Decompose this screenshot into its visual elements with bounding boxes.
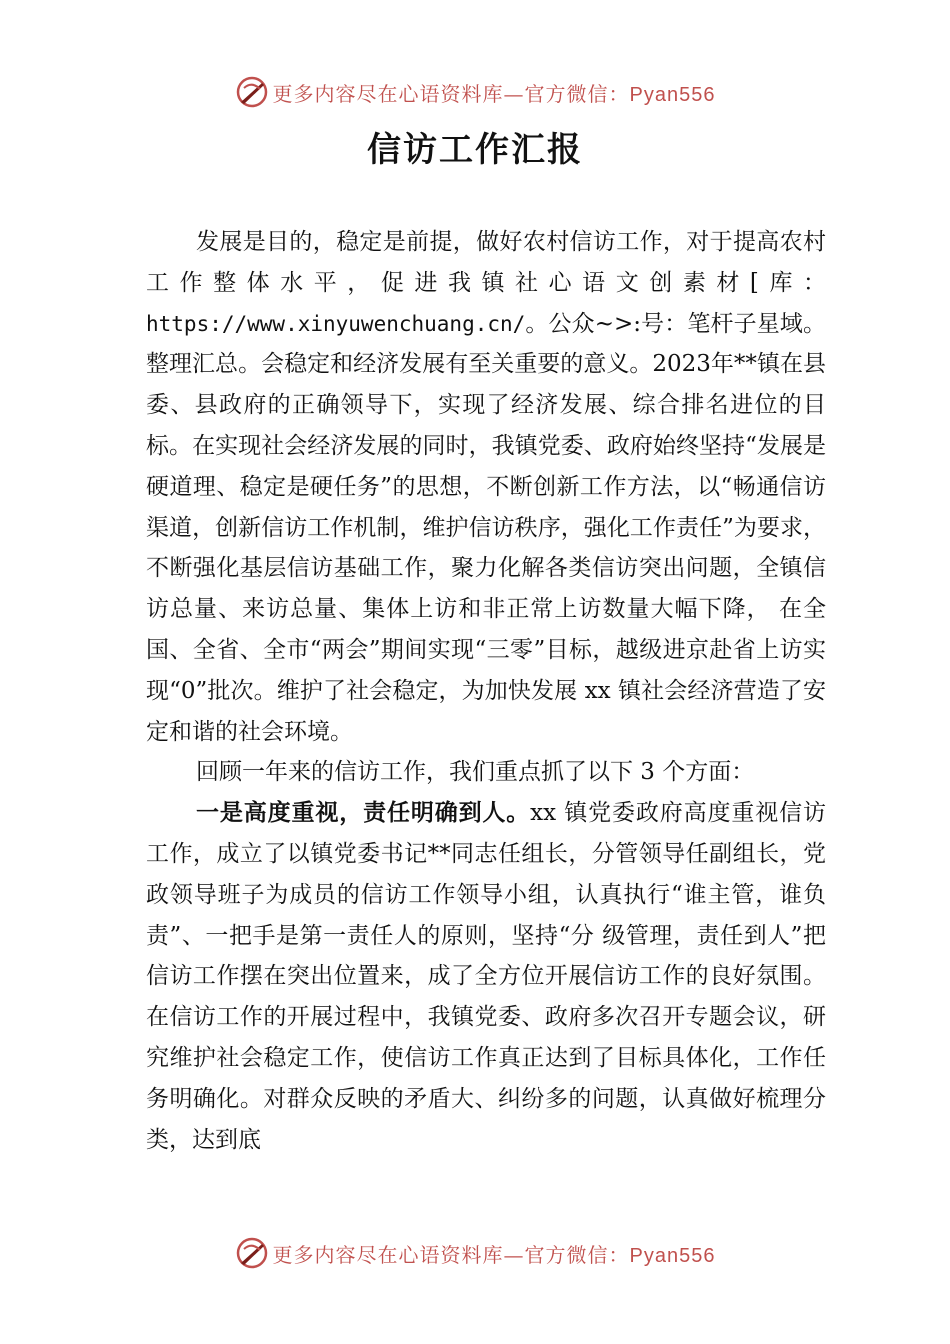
wechat-id: Pyan556 <box>629 1244 716 1267</box>
point-one-heading: 一是高度重视，责任明确到人。 <box>196 800 531 827</box>
paragraph-review: 回顾一年来的信访工作，我们重点抓了以下 3 个方面： <box>196 759 755 786</box>
document-title: 信访工作汇报 <box>367 130 583 170</box>
paragraph-point-one: 一是高度重视，责任明确到人。xx 镇党委政府高度重视信访工作，成立了以镇党委书记**同志任组长，分管领导任副组长，党政领导班子为成员的信访工作领导小组，认真执行“谁主管，谁负责”、一把手是第一责任人的原则，坚持“分 级管理，责任到人”把信访工作摆在突出位置来，成了全方位开展信访工作的良好氛围。在信访工作的开展过程中，我镇党委、政府多次召开专题会议，研究维护社会稳定工作，使信访工作真正达到了目标具体化，工作任务明确化。对群众反映的矛盾大、纠纷多的问题，认真做好梳理分类，达到底 <box>146 800 826 1153</box>
banner-text: 更多内容尽在心语资料库—官方微信：Pyan556 <box>272 1242 716 1267</box>
pen-logo-icon <box>235 1236 269 1270</box>
document-body <box>146 222 826 1160</box>
source-url: https://www.xinyuwenchuang.cn/ <box>146 311 526 336</box>
banner-text: 更多内容尽在心语资料库—官方微信：Pyan556 <box>272 81 716 106</box>
footer-banner <box>0 1233 950 1273</box>
header-banner <box>0 72 950 112</box>
paragraph-intro: 发展是目的，稳定是前提，做好农村信访工作，对于提高农村工作整体水平，促进我镇社心语文创素材[库：https://www.xinyuwenchuang.cn/。公众~>:号：笔杆子星域。整理汇总。会稳定和经济发展有至关重要的意义。2023年**镇在县委、县政府的正确领导下，实现了经济发展、综合排名进位的目标。在实现社会经济发展的同时，我镇党委、政府始终坚持“发展是硬道理、稳定是硬任务”的思想，不断创新工作方法，以“畅通信访渠道，创新信访工作机制，维护信访秩序，强化工作责任”为要求，不断强化基层信访基础工作，聚力化解各类信访突出问题，全镇信访总量、来访总量、集体上访和非正常上访数量大幅下降， 在全国、全省、全市“两会”期间实现“三零”目标，越级进京赴省上访实现“0”批次。维护了社会稳定，为加快发展 xx 镇社会经济营造了安定和谐的社会环境。 <box>146 229 826 745</box>
pen-logo-icon <box>235 75 269 109</box>
wechat-id: Pyan556 <box>629 83 716 106</box>
